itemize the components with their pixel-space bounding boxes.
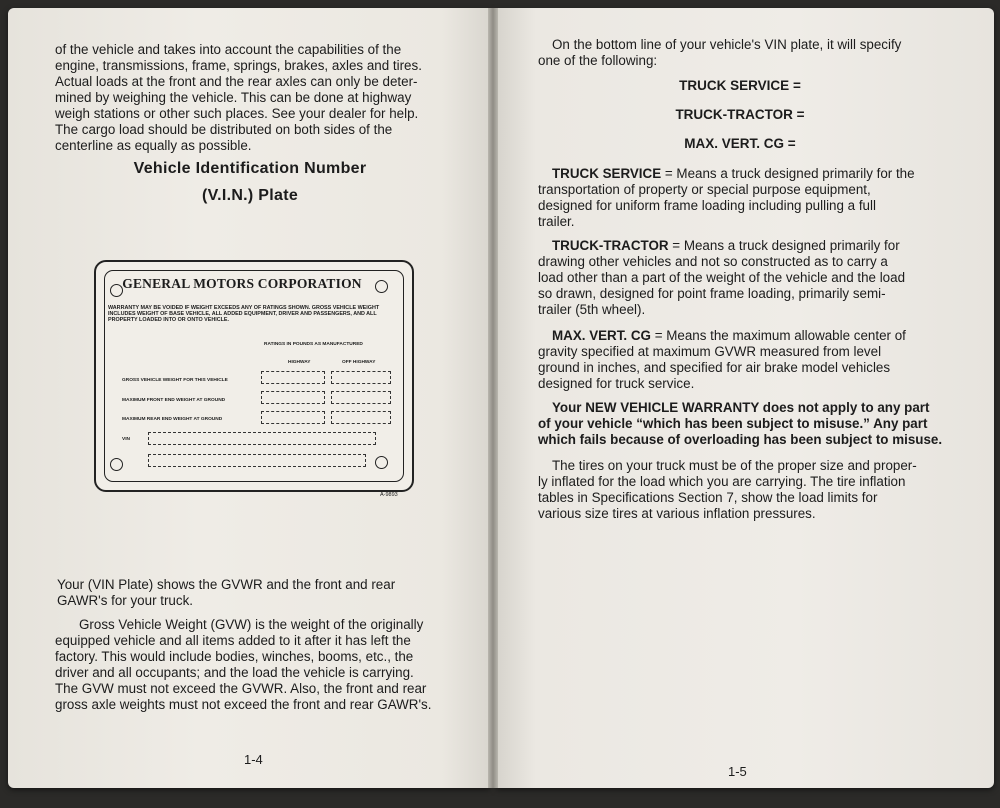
vin-plate-title: GENERAL MOTORS CORPORATION (122, 276, 362, 291)
row-front-label: MAXIMUM FRONT END WEIGHT AT GROUND (122, 398, 226, 403)
warranty-notice: Your NEW VEHICLE WARRANTY does not apply to any part of your vehicle “which has been subject to misuse.” Any part which fails because of overloading has been subject to misuse. (538, 400, 943, 447)
book-gutter (488, 8, 498, 788)
rear-highway-box (261, 411, 325, 424)
option-truck-service: TRUCK SERVICE = (679, 78, 801, 93)
term-truck-tractor: TRUCK-TRACTOR (552, 238, 669, 253)
figure-code: A-9893 (380, 492, 398, 498)
truck-tractor-definition: TRUCK-TRACTOR = Means a truck designed primarily for drawing other vehicles and not so constructed as to carry a load other than a part of the weight of the vehicle and the load so drawn, designed for point frame loading, primarily semi- trailer (5th wheel). (538, 238, 906, 317)
term-max-vert-cg: MAX. VERT. CG (552, 328, 651, 343)
vin-box-1 (148, 432, 376, 445)
vin-heading-line1: Vehicle Identification Number (133, 160, 367, 177)
left-page-number: 1-4 (244, 752, 263, 767)
right-page (496, 8, 994, 788)
row-gvw-label: GROSS VEHICLE WEIGHT FOR THIS VEHICLE (122, 378, 228, 383)
left-intro-paragraph: of the vehicle and takes into account the capabilities of the engine, transmissions, frame, springs, brakes, axles and tires. Actual loads at the front and the rear axles can only be deter- mined by weighing the vehicle. This can be done at highway weigh stations or other such places. See your dealer for help. The cargo load should be distributed on both sides of the centerline as equally as possible. (55, 42, 422, 153)
ratings-header: RATINGS IN POUNDS AS MANUFACTURED (264, 342, 363, 347)
col-highway: HIGHWAY (288, 360, 311, 365)
gvw-offhighway-box (331, 371, 391, 384)
term-truck-service: TRUCK SERVICE (552, 166, 662, 181)
right-intro-paragraph: On the bottom line of your vehicle's VIN plate, it will specify one of the following: (538, 37, 902, 68)
tires-paragraph: The tires on your truck must be of the proper size and proper- ly inflated for the load which you are carrying. The tire inflation tables in Specifications Section 7, show the load limits for various size tires at various inflation pressures. (538, 458, 917, 521)
vin-plate-illustration (94, 260, 414, 492)
gvw-highway-box (261, 371, 325, 384)
rear-offhighway-box (331, 411, 391, 424)
option-max-vert-cg: MAX. VERT. CG = (684, 136, 796, 151)
vin-plate-paragraph: Your (VIN Plate) shows the GVWR and the front and rear GAWR's for your truck. (57, 577, 396, 608)
screw-icon (375, 280, 388, 293)
row-vin-label: VIN (122, 437, 130, 442)
col-off-highway: OFF HIGHWAY (342, 360, 376, 365)
vin-box-2 (148, 454, 366, 467)
right-page-number: 1-5 (728, 764, 747, 779)
front-offhighway-box (331, 391, 391, 404)
vin-plate-warning: WARRANTY MAY BE VOIDED IF WEIGHT EXCEEDS ANY OF RATINGS SHOWN. GROSS VEHICLE WEIGHT INCLUDES WEIGHT OF BASE VEHICLE, ALL ADDED EQUIPMENT, DRIVER AND PASSENGERS, AND ALL PROPERTY LOADED INTO OR ONTO VEHICLE. (108, 305, 380, 324)
row-rear-label: MAXIMUM REAR END WEIGHT AT GROUND (122, 417, 223, 422)
screw-icon (110, 458, 123, 471)
vin-heading-line2: (V.I.N.) Plate (201, 187, 299, 204)
front-highway-box (261, 391, 325, 404)
truck-service-definition: TRUCK SERVICE = Means a truck designed primarily for the transportation of property or special purpose equipment, designed for uniform frame loading including pulling a full trailer. (538, 166, 915, 229)
screw-icon (375, 456, 388, 469)
option-truck-tractor: TRUCK-TRACTOR = (675, 107, 805, 122)
max-vert-cg-definition: MAX. VERT. CG = Means the maximum allowable center of gravity specified at maximum GVWR measured from level ground in inches, and specified for air brake model vehicles designed for truck service. (538, 328, 906, 391)
gvw-paragraph: Gross Vehicle Weight (GVW) is the weight of the originally equipped vehicle and all items added to it after it has left the factory. This would include bodies, winches, booms, etc., the driver and all occupants; and the load the vehicle is carrying. The GVW must not exceed the GVWR. Also, the front and rear gross axle weights must not exceed the front and rear GAWR's. (55, 617, 432, 712)
